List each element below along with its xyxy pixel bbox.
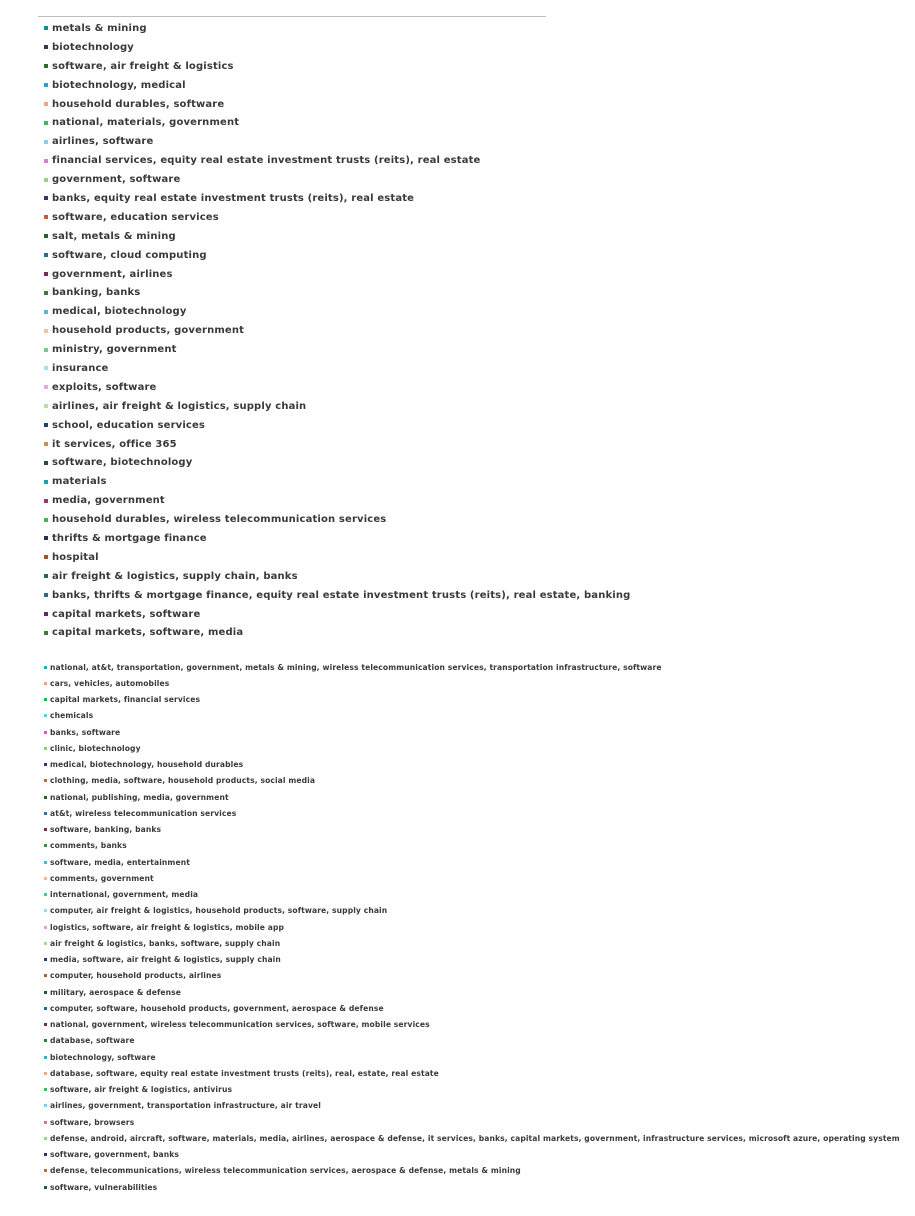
legend-item: [44, 659, 900, 675]
legend-item: [44, 724, 900, 740]
legend-label: air freight & logistics, banks, software, supply chain: [50, 938, 281, 948]
legend-item: [44, 1147, 900, 1163]
legend-swatch: [44, 83, 48, 87]
legend-swatch: [44, 631, 48, 635]
legend-swatch: [44, 45, 48, 49]
legend-item: [44, 491, 630, 510]
legend-swatch: [44, 812, 47, 815]
legend-item: [44, 903, 900, 919]
legend-label: software, media, entertainment: [50, 857, 190, 867]
legend-item: [44, 1114, 900, 1130]
legend-label: airlines, air freight & logistics, supply chain: [52, 400, 307, 412]
legend-label: capital markets, software: [52, 608, 201, 620]
legend-swatch: [44, 26, 48, 30]
legend-swatch: [44, 861, 47, 864]
legend-item: [44, 624, 630, 643]
legend-label: airlines, software: [52, 136, 154, 148]
legend-swatch: [44, 1023, 47, 1026]
legend-item: [44, 416, 630, 435]
legend-item: [44, 1017, 900, 1033]
legend-swatch: [44, 102, 48, 106]
legend-swatch: [44, 536, 48, 540]
legend-label: computer, software, household products, government, aerospace & defense: [50, 1003, 384, 1013]
legend-label: at&t, wireless telecommunication services: [50, 808, 237, 818]
legend-label: cars, vehicles, automobiles: [50, 678, 170, 688]
legend-item: [44, 692, 900, 708]
legend-swatch: [44, 958, 47, 961]
legend-group-large: [44, 19, 630, 642]
legend-swatch: [44, 215, 48, 219]
legend-item: [44, 935, 900, 951]
legend-swatch: [44, 329, 48, 333]
legend-label: metals & mining: [52, 22, 147, 34]
legend-swatch: [44, 121, 48, 125]
legend-label: it services, office 365: [52, 438, 177, 450]
legend-label: financial services, equity real estate investment trusts (reits), real estate: [52, 155, 481, 167]
legend-label: software, vulnerabilities: [50, 1182, 158, 1192]
legend-label: defense, android, aircraft, software, materials, media, airlines, aerospace & defense, it services, banks, capital markets, government, infrastructure services, microsoft azure, operating system: [50, 1133, 900, 1143]
legend-item: [44, 472, 630, 491]
legend-swatch: [44, 877, 47, 880]
legend-label: household products, government: [52, 325, 245, 337]
legend-swatch: [44, 348, 48, 352]
legend-item: [44, 340, 630, 359]
legend-item: [44, 170, 630, 189]
legend-item: [44, 605, 630, 624]
legend-label: comments, banks: [50, 841, 127, 851]
legend-label: household durables, wireless telecommunication services: [52, 514, 387, 526]
legend-item: [44, 397, 630, 416]
legend-label: software, banking, banks: [50, 825, 162, 835]
legend-label: international, government, media: [50, 890, 199, 900]
legend-label: software, education services: [52, 211, 219, 223]
legend-item: [44, 151, 630, 170]
legend-swatch: [44, 366, 48, 370]
legend-item: [44, 708, 900, 724]
legend-label: media, software, air freight & logistics, supply chain: [50, 955, 281, 965]
legend-swatch: [44, 763, 47, 766]
legend-swatch: [44, 974, 47, 977]
legend-label: software, air freight & logistics, antivirus: [50, 1085, 233, 1095]
legend-label: government, airlines: [52, 268, 173, 280]
legend-swatch: [44, 1169, 47, 1172]
legend-item: [44, 378, 630, 397]
legend-swatch: [44, 385, 48, 389]
legend-swatch: [44, 593, 48, 597]
legend-label: salt, metals & mining: [52, 230, 176, 242]
legend-label: materials: [52, 476, 107, 488]
legend-item: [44, 38, 630, 57]
legend-label: school, education services: [52, 419, 206, 431]
legend-item: [44, 302, 630, 321]
legend-item: [44, 548, 630, 567]
legend-swatch: [44, 253, 48, 257]
legend-item: [44, 984, 900, 1000]
legend-swatch: [44, 926, 47, 929]
legend-label: capital markets, financial services: [50, 695, 201, 705]
legend-swatch: [44, 714, 47, 717]
legend-swatch: [44, 612, 48, 616]
legend-label: software, biotechnology: [52, 457, 193, 469]
legend-label: biotechnology, software: [50, 1052, 156, 1062]
legend-item: [44, 453, 630, 472]
legend-label: medical, biotechnology, household durables: [50, 760, 244, 770]
legend-label: database, software: [50, 1036, 135, 1046]
legend-swatch: [44, 682, 47, 685]
legend-swatch: [44, 574, 48, 578]
legend-swatch: [44, 1056, 47, 1059]
legend-item: [44, 805, 900, 821]
legend-item: [44, 227, 630, 246]
legend-swatch: [44, 1088, 47, 1091]
legend-swatch: [44, 423, 48, 427]
legend-item: [44, 76, 630, 95]
legend-swatch: [44, 499, 48, 503]
legend-label: air freight & logistics, supply chain, banks: [52, 570, 298, 582]
legend-label: capital markets, software, media: [52, 627, 244, 639]
legend-item: [44, 1163, 900, 1179]
legend-item: [44, 586, 630, 605]
legend-swatch: [44, 747, 47, 750]
legend-swatch: [44, 234, 48, 238]
legend-item: [44, 321, 630, 340]
legend-swatch: [44, 518, 48, 522]
legend-swatch: [44, 731, 47, 734]
legend-swatch: [44, 666, 47, 669]
legend-item: [44, 113, 630, 132]
legend-item: [44, 1179, 900, 1195]
legend-item: [44, 675, 900, 691]
legend-label: national, government, wireless telecommunication services, software, mobile services: [50, 1020, 430, 1030]
legend-label: defense, telecommunications, wireless telecommunication services, aerospace & defense, metals & mining: [50, 1166, 521, 1176]
legend-item: [44, 95, 630, 114]
legend-item: [44, 1049, 900, 1065]
legend-label: banks, software: [50, 727, 121, 737]
legend-swatch: [44, 796, 47, 799]
legend-swatch: [44, 828, 47, 831]
legend-label: biotechnology, medical: [52, 79, 186, 91]
legend-swatch: [44, 272, 48, 276]
legend-swatch: [44, 404, 48, 408]
legend-label: government, software: [52, 174, 181, 186]
legend-label: clothing, media, software, household products, social media: [50, 776, 316, 786]
legend-swatch: [44, 1121, 47, 1124]
legend-swatch: [44, 1137, 47, 1140]
legend-label: media, government: [52, 495, 165, 507]
legend-item: [44, 265, 630, 284]
legend-swatch: [44, 64, 48, 68]
legend-item: [44, 1033, 900, 1049]
legend-label: ministry, government: [52, 344, 177, 356]
legend-swatch: [44, 909, 47, 912]
legend-item: [44, 359, 630, 378]
legend-item: [44, 887, 900, 903]
legend-swatch: [44, 844, 47, 847]
legend-swatch: [44, 1039, 47, 1042]
legend-item: [44, 740, 900, 756]
legend-item: [44, 952, 900, 968]
legend-label: airlines, government, transportation infrastructure, air travel: [50, 1101, 321, 1111]
legend-label: software, air freight & logistics: [52, 60, 234, 72]
legend-label: household durables, software: [52, 98, 225, 110]
legend-item: [44, 19, 630, 38]
legend-swatch: [44, 178, 48, 182]
legend-label: hospital: [52, 551, 99, 563]
legend-swatch: [44, 893, 47, 896]
legend-label: comments, government: [50, 873, 154, 883]
legend-item: [44, 189, 630, 208]
legend-item: [44, 1082, 900, 1098]
legend-swatch: [44, 1072, 47, 1075]
legend-label: national, materials, government: [52, 117, 240, 129]
legend-item: [44, 789, 900, 805]
legend-group-small: [44, 659, 900, 1195]
legend-label: national, at&t, transportation, government, metals & mining, wireless telecommunication services, transportation infrastructure, software: [50, 662, 662, 672]
legend-swatch: [44, 442, 48, 446]
legend-item: [44, 1098, 900, 1114]
legend-label: computer, air freight & logistics, household products, software, supply chain: [50, 906, 388, 916]
legend-item: [44, 854, 900, 870]
legend-label: banks, thrifts & mortgage finance, equity real estate investment trusts (reits), real estate, banking: [52, 589, 631, 601]
legend-label: biotechnology: [52, 41, 134, 53]
top-divider: [38, 16, 546, 17]
legend-label: exploits, software: [52, 381, 157, 393]
legend-swatch: [44, 779, 47, 782]
legend-item: [44, 246, 630, 265]
legend-swatch: [44, 461, 48, 465]
legend-swatch: [44, 1104, 47, 1107]
legend-label: clinic, biotechnology: [50, 743, 141, 753]
legend-label: national, publishing, media, government: [50, 792, 229, 802]
legend-item: [44, 968, 900, 984]
legend-item: [44, 567, 630, 586]
legend-item: [44, 510, 630, 529]
legend-item: [44, 208, 630, 227]
legend-label: logistics, software, air freight & logistics, mobile app: [50, 922, 285, 932]
legend-swatch: [44, 159, 48, 163]
legend-item: [44, 1000, 900, 1016]
legend-item: [44, 1065, 900, 1081]
legend-item: [44, 283, 630, 302]
legend-swatch: [44, 698, 47, 701]
legend-swatch: [44, 555, 48, 559]
legend-label: computer, household products, airlines: [50, 971, 222, 981]
legend-swatch: [44, 310, 48, 314]
legend-swatch: [44, 140, 48, 144]
legend-item: [44, 838, 900, 854]
legend-item: [44, 435, 630, 454]
legend-label: software, government, banks: [50, 1150, 180, 1160]
legend-item: [44, 870, 900, 886]
legend-label: software, cloud computing: [52, 249, 207, 261]
legend-item: [44, 529, 630, 548]
legend-item: [44, 773, 900, 789]
legend-swatch: [44, 942, 47, 945]
legend-item: [44, 1130, 900, 1146]
legend-label: software, browsers: [50, 1117, 135, 1127]
legend-label: chemicals: [50, 711, 94, 721]
legend-label: insurance: [52, 362, 109, 374]
legend-swatch: [44, 196, 48, 200]
legend-swatch: [44, 1153, 47, 1156]
legend-swatch: [44, 1007, 47, 1010]
legend-label: medical, biotechnology: [52, 306, 187, 318]
legend-label: military, aerospace & defense: [50, 987, 182, 997]
legend-swatch: [44, 480, 48, 484]
legend-item: [44, 132, 630, 151]
legend-item: [44, 757, 900, 773]
legend-item: [44, 919, 900, 935]
legend-label: banking, banks: [52, 287, 141, 299]
legend-swatch: [44, 291, 48, 295]
legend-label: database, software, equity real estate investment trusts (reits), real, estate, real estate: [50, 1068, 439, 1078]
legend-item: [44, 57, 630, 76]
legend-swatch: [44, 991, 47, 994]
legend-swatch: [44, 1186, 47, 1189]
legend-label: thrifts & mortgage finance: [52, 532, 207, 544]
legend-item: [44, 822, 900, 838]
legend-label: banks, equity real estate investment trusts (reits), real estate: [52, 192, 415, 204]
